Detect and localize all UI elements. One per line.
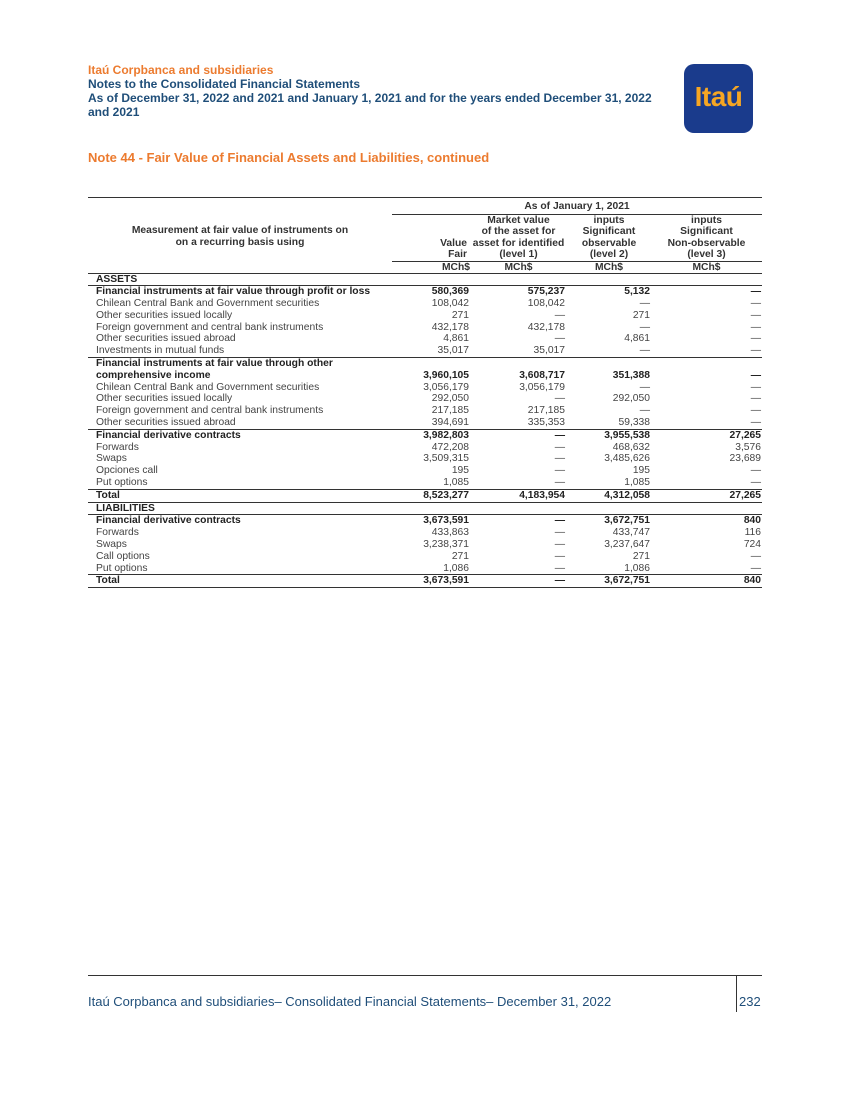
row-value-col3: 195 — [632, 465, 650, 477]
table-row — [88, 502, 762, 515]
row-value-col2: — — [554, 550, 565, 562]
row-value-col2: 217,185 — [527, 405, 565, 417]
row-value-col1: 8,523,277 — [392, 489, 470, 502]
row-value-col2: — — [554, 453, 565, 465]
table-row — [88, 333, 762, 345]
row-value-col4 — [651, 358, 762, 370]
row-label: Foreign government and central bank instruments — [96, 405, 324, 417]
unit-spacer — [88, 261, 392, 273]
row-value-col3: — — [567, 345, 651, 357]
measurement-header — [88, 214, 392, 261]
row-value-col4: 27,265 — [651, 489, 762, 502]
header-line-2: As of December 31, 2022 and 2021 and January 1, 2021 and for the years ended December 31, 2022 — [88, 91, 652, 105]
row-value-col3: — — [639, 321, 650, 333]
row-value-col2 — [470, 502, 567, 515]
row-value-col4: — — [750, 550, 761, 562]
fair-value-table — [88, 197, 762, 588]
row-label: Financial instruments at fair value through profit or loss — [88, 286, 392, 298]
row-value-col4: 27,265 — [729, 429, 761, 441]
row-value-col2: — — [554, 309, 565, 321]
table-row — [88, 273, 762, 286]
row-value-col3: 3,672,751 — [567, 575, 651, 588]
row-value-col2: — — [554, 527, 565, 539]
row-value-col3: — — [639, 405, 650, 417]
level1-header-line-2: of the asset for — [481, 226, 556, 237]
row-value-col3: 3,672,751 — [604, 515, 650, 527]
row-label: Opciones call — [96, 465, 158, 477]
row-value-col1: 3,509,315 — [423, 453, 469, 465]
row-value-col2: 3,608,717 — [519, 369, 565, 381]
row-value-col1: 3,238,371 — [423, 539, 469, 551]
as-of-date-header: As of January 1, 2021 — [392, 198, 762, 215]
row-value-col3: — — [639, 381, 650, 393]
row-label: Financial derivative contracts — [96, 429, 241, 441]
level2-header-line-3: observable — [581, 237, 637, 249]
fair-value-header — [392, 214, 470, 261]
row-value-col1: 472,208 — [431, 441, 469, 453]
row-label: Foreign government and central bank instruments — [96, 321, 324, 333]
table-row — [88, 527, 762, 539]
row-value-col4: 23,689 — [729, 453, 761, 465]
row-value-col1: 394,691 — [392, 417, 470, 429]
row-value-col3 — [567, 273, 651, 286]
level3-header-line-2: Significant — [680, 226, 733, 237]
row-value-col3: 271 — [632, 309, 650, 321]
table-row — [88, 405, 762, 417]
row-value-col4: — — [651, 417, 762, 429]
table-row — [88, 563, 762, 575]
row-value-col3: 1,086 — [567, 563, 651, 575]
row-value-col1: 432,178 — [431, 321, 469, 333]
row-label: Total — [88, 489, 392, 502]
row-value-col4: 840 — [651, 575, 762, 588]
row-value-col2: — — [554, 465, 565, 477]
level1-header — [470, 214, 567, 261]
table-row — [88, 310, 762, 322]
measurement-header-line-1: Measurement at fair value of instruments on — [131, 225, 349, 236]
table-row — [88, 382, 762, 394]
row-value-col3: 3,237,647 — [604, 539, 650, 551]
row-value-col1 — [392, 502, 470, 515]
row-value-col4: 840 — [743, 515, 761, 527]
row-value-col2: 3,056,179 — [519, 381, 565, 393]
row-value-col1: 433,863 — [431, 527, 469, 539]
table-body — [88, 273, 762, 588]
row-label: Forwards — [96, 527, 139, 539]
measurement-header-line-2: on a recurring basis using — [175, 236, 305, 248]
table-row — [88, 489, 762, 502]
table-row — [88, 453, 762, 465]
row-value-col4: — — [651, 477, 762, 489]
row-value-col4 — [651, 273, 762, 286]
level2-header — [567, 214, 651, 261]
company-name: Itaú Corpbanca and subsidiaries — [88, 63, 274, 77]
page-number: 232 — [739, 994, 761, 1009]
row-value-col4: — — [750, 321, 761, 333]
fair-value-header-line-2: Fair — [448, 249, 467, 260]
table-row — [88, 465, 762, 477]
row-value-col4: — — [750, 393, 761, 405]
row-value-col2: — — [470, 477, 567, 489]
row-label: Chilean Central Bank and Government securities — [96, 381, 320, 393]
row-value-col2: — — [554, 441, 565, 453]
row-value-col3: 4,861 — [624, 333, 650, 345]
row-value-col1: 35,017 — [392, 345, 470, 357]
row-label: Financial derivative contracts — [96, 515, 241, 527]
table-row — [88, 515, 762, 527]
row-value-col3: 59,338 — [567, 417, 651, 429]
row-value-col2: — — [554, 429, 565, 441]
table-row — [88, 370, 762, 382]
row-value-col2: — — [554, 333, 565, 345]
row-label: Swaps — [96, 453, 127, 465]
row-value-col2: — — [470, 575, 567, 588]
table-row — [88, 477, 762, 489]
row-value-col4: — — [750, 369, 761, 381]
document-header — [88, 63, 688, 119]
row-value-col3: 433,747 — [612, 527, 650, 539]
row-label: Investments in mutual funds — [88, 345, 392, 357]
level1-header-line-4: (level 1) — [499, 249, 538, 260]
row-value-col2: 575,237 — [470, 286, 567, 298]
level3-header — [651, 214, 762, 261]
row-label: Other securities issued abroad — [96, 333, 236, 345]
table-row — [88, 539, 762, 551]
row-value-col1: 108,042 — [431, 298, 469, 310]
row-value-col1 — [392, 358, 470, 370]
row-value-col1: 217,185 — [431, 405, 469, 417]
table-row — [88, 322, 762, 334]
footer-text: Itaú Corpbanca and subsidiaries– Consolidated Financial Statements– December 31, 2022 — [88, 994, 612, 1009]
itau-logo — [684, 64, 753, 133]
row-label: Other securities issued locally — [96, 393, 233, 405]
row-value-col4: 724 — [743, 539, 761, 551]
level2-header-line-1: inputs — [593, 214, 625, 226]
row-label: Financial instruments at fair value through other — [96, 358, 333, 370]
row-value-col3: 4,312,058 — [567, 489, 651, 502]
row-value-col3: 468,632 — [612, 441, 650, 453]
row-value-col1: 3,960,105 — [423, 369, 469, 381]
row-value-col2: — — [554, 515, 565, 527]
unit-fair-value: MCh$ — [392, 261, 470, 273]
row-label: LIABILITIES — [88, 502, 392, 515]
row-value-col1: 3,673,591 — [392, 575, 470, 588]
row-value-col4: — — [750, 309, 761, 321]
row-label: Put options — [88, 477, 392, 489]
row-label: Forwards — [96, 441, 139, 453]
row-value-col3 — [567, 358, 651, 370]
row-value-col3: 5,132 — [567, 286, 651, 298]
table-row — [88, 345, 762, 357]
fair-value-header-line-1: Value — [440, 237, 467, 249]
unit-level3: MCh$ — [651, 261, 762, 273]
row-value-col4: — — [651, 286, 762, 298]
row-value-col2: — — [554, 539, 565, 551]
fair-value-table-container — [88, 197, 762, 588]
table-row — [88, 417, 762, 429]
level2-header-line-2: Significant — [582, 226, 636, 237]
row-label: Chilean Central Bank and Government securities — [96, 298, 320, 310]
footer-page-divider — [736, 975, 737, 1012]
row-label: Call options — [96, 550, 150, 562]
level3-header-line-4: (level 3) — [687, 249, 726, 260]
row-value-col2: 108,042 — [527, 298, 565, 310]
row-value-col3: 271 — [632, 550, 650, 562]
row-value-col3 — [567, 502, 651, 515]
row-value-col1: 271 — [451, 550, 469, 562]
row-value-col4: — — [750, 381, 761, 393]
row-value-col4: 3,576 — [735, 441, 761, 453]
row-value-col3: — — [639, 298, 650, 310]
table-row — [88, 286, 762, 298]
table-row — [88, 442, 762, 454]
row-value-col2: — — [554, 393, 565, 405]
row-value-col4 — [651, 502, 762, 515]
row-value-col1: 195 — [451, 465, 469, 477]
row-value-col1 — [392, 273, 470, 286]
row-value-col4: — — [651, 563, 762, 575]
unit-level1: MCh$ — [470, 261, 567, 273]
level3-header-line-1: inputs — [691, 214, 722, 226]
row-label: Other securities issued abroad — [88, 417, 392, 429]
row-value-col1: 3,673,591 — [423, 515, 469, 527]
row-value-col1: 580,369 — [392, 286, 470, 298]
row-value-col2: 35,017 — [470, 345, 567, 357]
row-value-col3: 3,485,626 — [604, 453, 650, 465]
level1-header-line-1: Market value — [487, 214, 550, 226]
table-row — [88, 575, 762, 588]
row-value-col1: 1,085 — [392, 477, 470, 489]
row-value-col1: 4,861 — [443, 333, 469, 345]
row-label: Swaps — [96, 539, 127, 551]
row-value-col2 — [470, 358, 567, 370]
row-value-col4: — — [750, 405, 761, 417]
table-row — [88, 429, 762, 441]
level2-header-line-4: (level 2) — [589, 249, 629, 260]
header-line-1: Notes to the Consolidated Financial Statements — [88, 77, 361, 91]
level1-header-line-3: asset for identified — [472, 237, 565, 249]
row-value-col2: 335,353 — [470, 417, 567, 429]
footer-divider — [88, 975, 762, 976]
table-row — [88, 358, 762, 370]
row-label: Total — [88, 575, 392, 588]
header-spacer — [88, 198, 392, 215]
table-row — [88, 551, 762, 563]
row-value-col2 — [470, 273, 567, 286]
row-value-col1: 3,056,179 — [423, 381, 469, 393]
row-value-col4: — — [750, 333, 761, 345]
row-value-col2: 4,183,954 — [470, 489, 567, 502]
row-label: Other securities issued locally — [96, 309, 233, 321]
note-title: Note 44 - Fair Value of Financial Assets and Liabilities, continued — [88, 150, 490, 165]
row-value-col4: — — [750, 298, 761, 310]
row-label: Put options — [88, 563, 392, 575]
row-value-col1: 3,982,803 — [423, 429, 469, 441]
row-value-col1: 271 — [451, 309, 469, 321]
row-label: comprehensive income — [96, 369, 211, 381]
row-value-col4: — — [750, 465, 761, 477]
row-value-col4: — — [651, 345, 762, 357]
row-value-col3: 351,388 — [612, 369, 650, 381]
row-value-col3: 1,085 — [567, 477, 651, 489]
header-line-3: and 2021 — [88, 105, 140, 119]
table-row — [88, 298, 762, 310]
row-value-col1: 292,050 — [431, 393, 469, 405]
row-value-col2: 432,178 — [527, 321, 565, 333]
row-value-col3: 292,050 — [612, 393, 650, 405]
table-row — [88, 393, 762, 405]
row-value-col1: 1,086 — [392, 563, 470, 575]
row-value-col4: 116 — [744, 527, 761, 539]
row-value-col3: 3,955,538 — [604, 429, 650, 441]
row-label: ASSETS — [88, 273, 392, 286]
level3-header-line-3: Non-observable — [667, 237, 746, 249]
logo-text: Itaú — [694, 81, 743, 112]
unit-level2: MCh$ — [567, 261, 651, 273]
row-value-col2: — — [470, 563, 567, 575]
